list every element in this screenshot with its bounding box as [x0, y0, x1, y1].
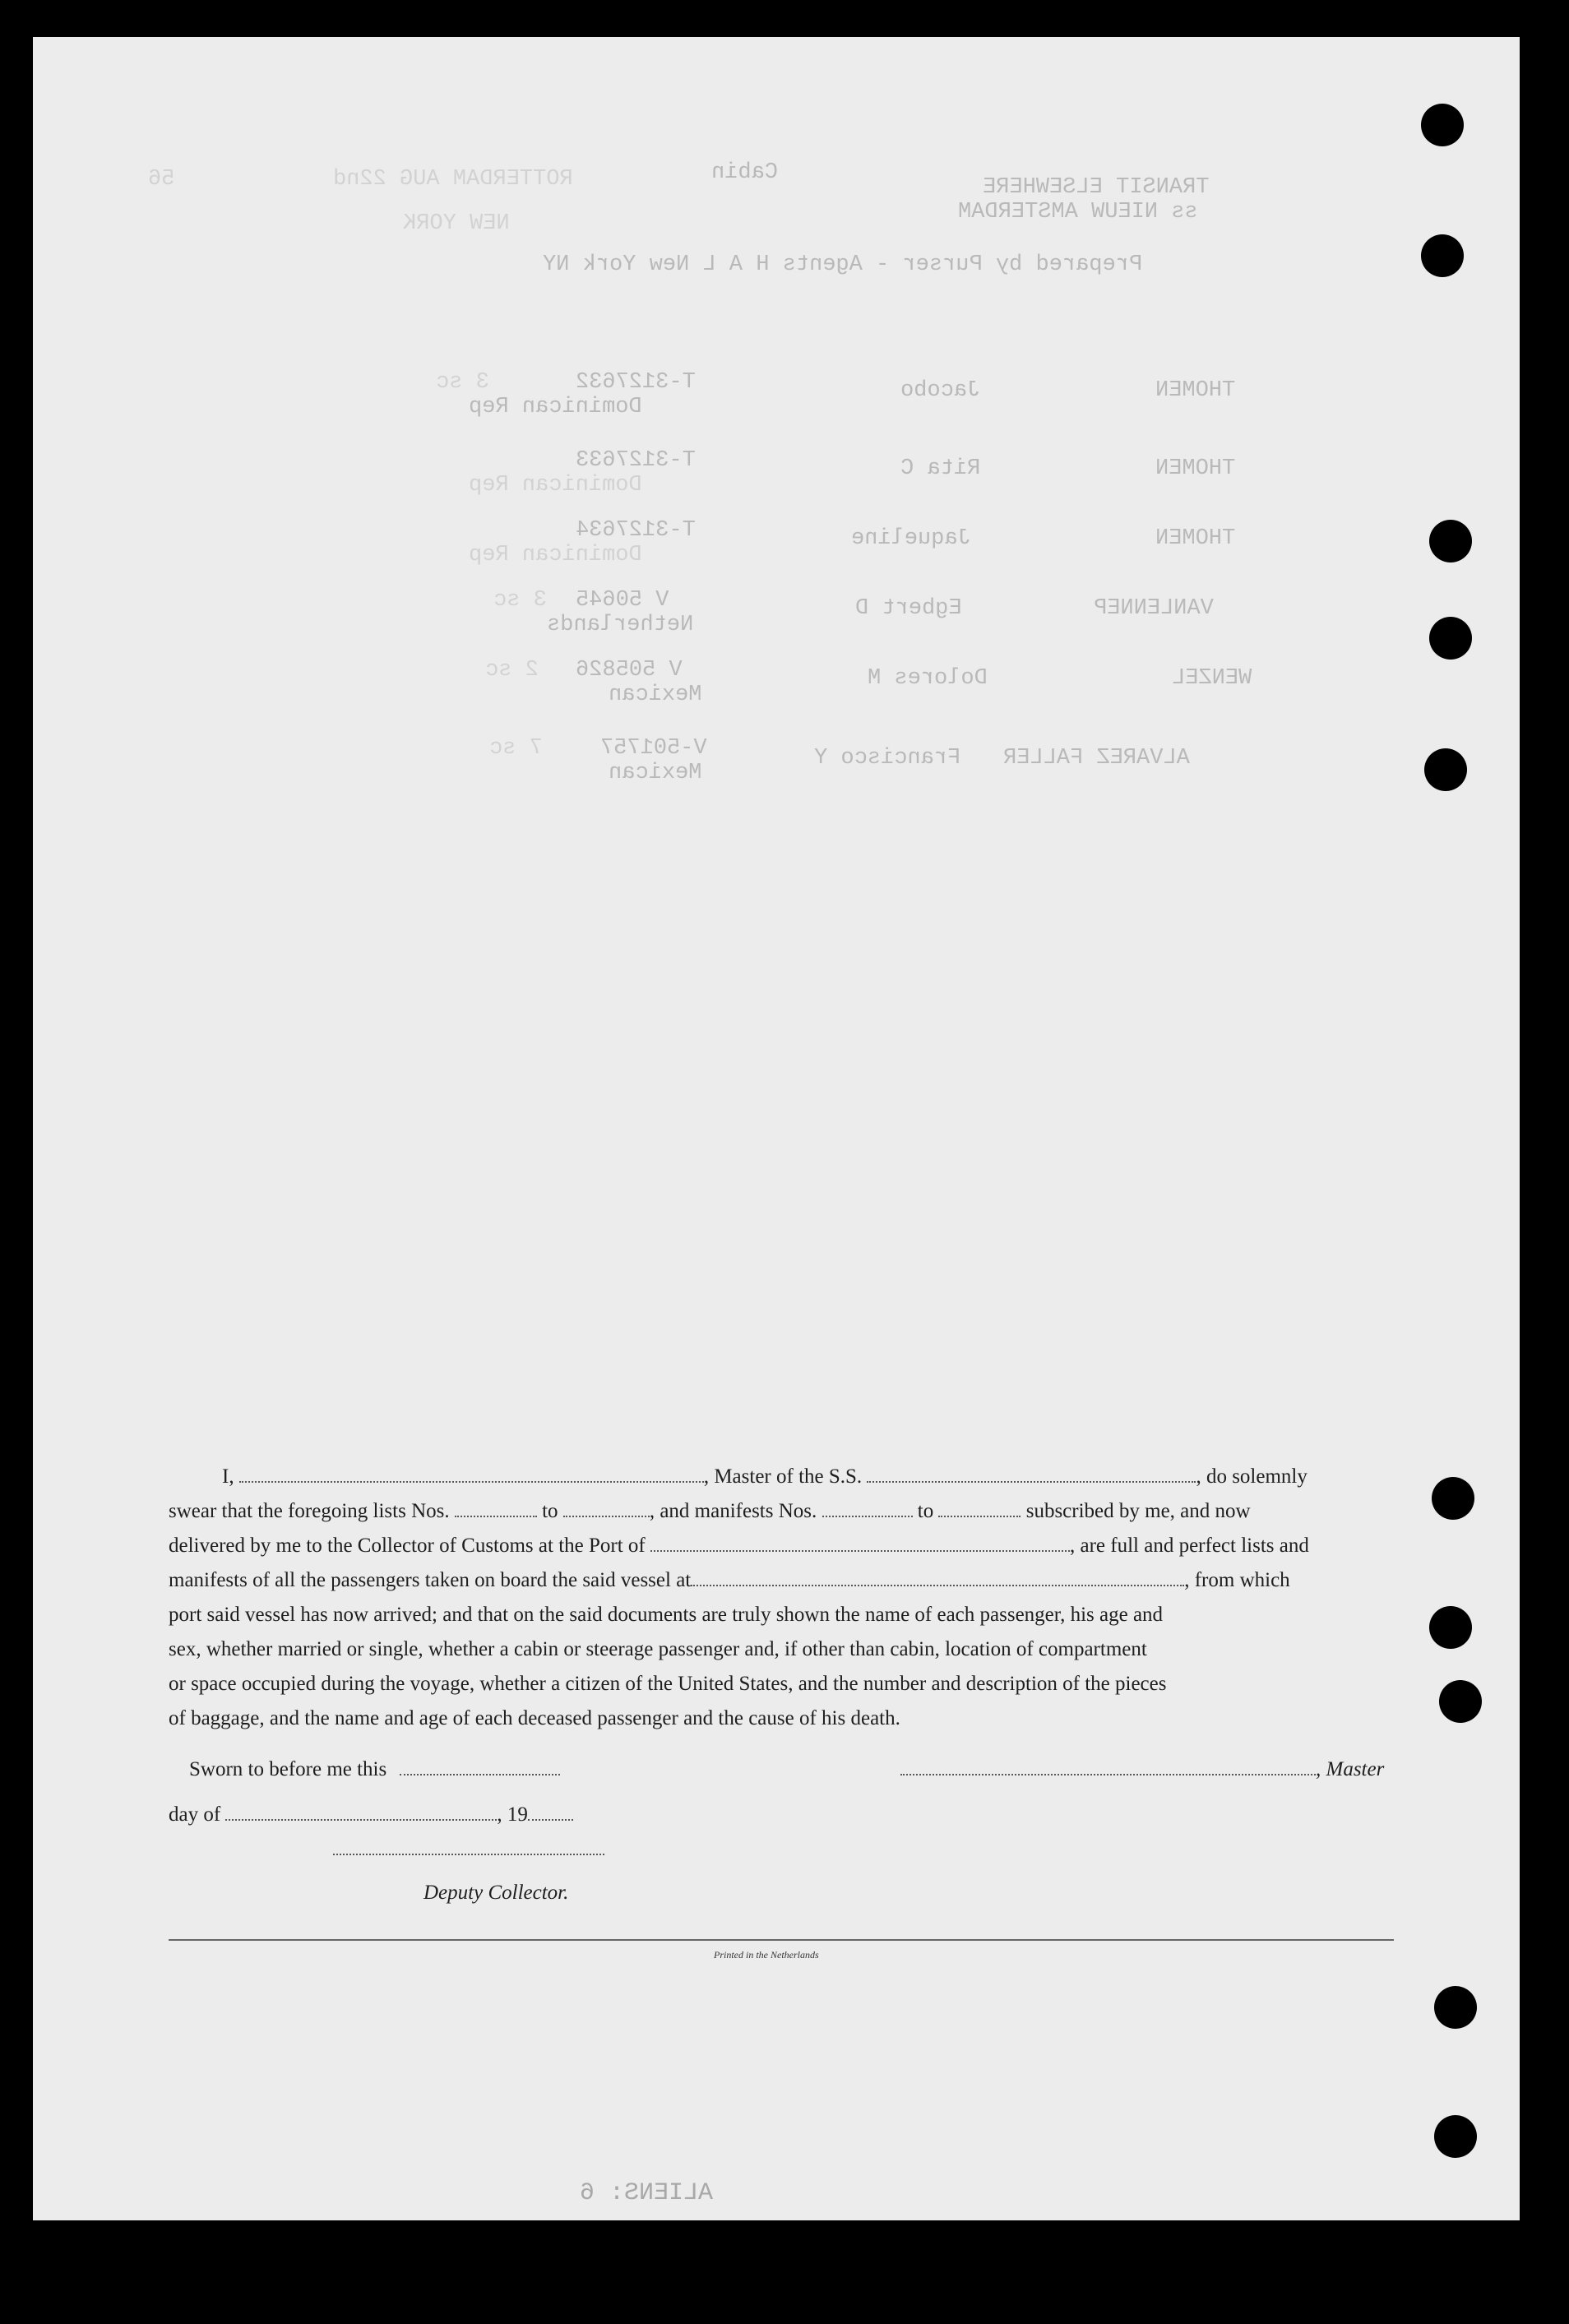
- bleed-row-6-nat: Mexican: [609, 761, 702, 785]
- bleed-row-3-nat: Dominican Rep: [469, 543, 642, 567]
- oath-line-5: port said vessel has now arrived; and that on the said documents are truly shown the name of each passenger, his age and: [169, 1604, 1164, 1626]
- bleed-row-1-surname: THOMEN: [1155, 378, 1236, 403]
- oath-do-solemnly: , do solemnly: [1196, 1465, 1308, 1488]
- document-sheet: [33, 37, 1520, 2220]
- punch-hole-10: [1434, 2115, 1477, 2158]
- bleed-header-line1: TRANSIT ELSEWHERE: [983, 175, 1210, 200]
- master-label: , Master: [1316, 1758, 1385, 1780]
- bleed-row-2-doc: T-3127633: [576, 448, 696, 473]
- departure-port-blank[interactable]: [691, 1584, 1184, 1586]
- deputy-signature-blank[interactable]: [333, 1853, 604, 1855]
- footer-rule: [169, 1939, 1394, 1941]
- lists-from-blank[interactable]: [455, 1515, 537, 1517]
- oath-manifests: , and manifests Nos.: [649, 1500, 817, 1522]
- oath-to-1: to: [542, 1500, 558, 1522]
- bleed-row-5-given: Dolores M: [868, 666, 988, 691]
- bleed-row-1-nat: Dominican Rep: [469, 395, 642, 419]
- punch-hole-7: [1429, 1606, 1472, 1649]
- punch-hole-5: [1424, 748, 1467, 791]
- bleed-row-6-extra: 7 sc: [489, 736, 543, 761]
- printed-in-netherlands: Printed in the Netherlands: [714, 1949, 819, 1961]
- bleed-row-6-surname: ALVAREZ FALLER: [1003, 746, 1190, 771]
- oath-line-4: [169, 1563, 1429, 1598]
- bleed-row-1-given: Jacobo: [900, 378, 981, 403]
- bleed-header-line2: ss NIEUW AMSTERDAM: [958, 200, 1198, 225]
- oath-line-1: [169, 1460, 1429, 1494]
- sworn-date-blank[interactable]: [400, 1773, 560, 1775]
- punch-hole-4: [1429, 617, 1472, 660]
- oath-line-7: or space occupied during the voyage, whether a citizen of the United States, and the number and description of the pieces: [169, 1673, 1167, 1695]
- bleed-class-label: Cabin: [711, 160, 779, 185]
- bleed-row-5-surname: WENZEL: [1172, 666, 1252, 691]
- bleed-header-line3: Prepared by Purser - Agents H A L New York NY: [543, 252, 1143, 277]
- bleed-row-6-given: Francisco Y: [814, 746, 961, 771]
- master-oath-paragraph: [169, 1460, 1429, 1736]
- oath-from-which: , from which: [1184, 1569, 1290, 1591]
- bleed-row-5-extra: 2 sc: [485, 658, 539, 683]
- year-prefix: , 19: [497, 1803, 528, 1826]
- punch-hole-1: [1421, 104, 1464, 146]
- bleed-row-2-nat: Dominican Rep: [469, 473, 642, 498]
- bleed-footer-stamp: ALIENS: 6: [580, 2179, 714, 2207]
- oath-full-perfect: , are full and perfect lists and: [1070, 1535, 1309, 1557]
- oath-master-of-ss: , Master of the S.S.: [703, 1465, 863, 1488]
- bleed-port-line2: NEW YORK: [403, 211, 510, 236]
- bleed-row-3-surname: THOMEN: [1155, 526, 1236, 551]
- oath-to-2: to: [917, 1500, 934, 1522]
- bleed-row-1-extra: 3 sc: [436, 370, 489, 395]
- bleed-row-2-given: Rita C: [900, 456, 981, 481]
- oath-delivered: delivered by me to the Collector of Customs at the Port of: [169, 1535, 646, 1557]
- lists-to-blank[interactable]: [563, 1515, 650, 1517]
- oath-swear-lists: swear that the foregoing lists Nos.: [169, 1500, 450, 1522]
- punch-hole-3: [1429, 520, 1472, 562]
- deputy-collector-label: Deputy Collector.: [423, 1882, 569, 1904]
- ship-name-blank[interactable]: [867, 1480, 1196, 1483]
- bleed-row-4-surname: VANLENNEP: [1094, 596, 1214, 621]
- master-name-blank[interactable]: [239, 1480, 704, 1483]
- oath-manifests-all: manifests of all the passengers taken on board the said vessel at: [169, 1569, 692, 1591]
- bleed-row-6-doc: V-501757: [600, 736, 707, 761]
- punch-hole-6: [1432, 1477, 1474, 1520]
- bleed-row-4-nat: Netherlands: [547, 613, 694, 637]
- bleed-row-4-extra: 3 sc: [493, 588, 547, 613]
- bleed-year: 56: [148, 167, 175, 192]
- master-signature-line: [900, 1758, 1384, 1781]
- punch-hole-2: [1421, 234, 1464, 277]
- sworn-label: Sworn to before me this: [189, 1758, 387, 1780]
- day-of-line: [169, 1803, 573, 1826]
- bleed-row-4-given: Egbert D: [855, 596, 962, 621]
- sworn-line: [189, 1758, 560, 1781]
- bleed-row-1-doc: T-3127632: [576, 370, 696, 395]
- punch-hole-8: [1439, 1680, 1482, 1723]
- bleed-row-3-given: Jaqueline: [851, 526, 971, 551]
- bleed-row-3-doc: T-3127634: [576, 518, 696, 543]
- deputy-signature-blank-line: [333, 1838, 604, 1861]
- year-blank[interactable]: [528, 1818, 573, 1821]
- manifests-from-blank[interactable]: [822, 1515, 913, 1517]
- oath-subscribed: subscribed by me, and now: [1025, 1500, 1251, 1522]
- oath-line-6: sex, whether married or single, whether a cabin or steerage passenger and, if other than cabin, location of compartment: [169, 1638, 1147, 1660]
- bleed-row-2-surname: THOMEN: [1155, 456, 1236, 481]
- master-signature-blank[interactable]: [900, 1773, 1316, 1775]
- punch-hole-9: [1434, 1986, 1477, 2029]
- bleed-row-5-nat: Mexican: [609, 683, 702, 707]
- oath-line-2: [169, 1494, 1429, 1529]
- bleed-row-4-doc: V 50645: [576, 588, 669, 613]
- oath-line-3: [169, 1529, 1429, 1563]
- manifests-to-blank[interactable]: [938, 1515, 1021, 1517]
- day-of-blank[interactable]: [225, 1818, 497, 1821]
- oath-line-8: of baggage, and the name and age of each deceased passenger and the cause of his death.: [169, 1707, 900, 1729]
- oath-i: I,: [222, 1465, 234, 1488]
- port-blank[interactable]: [650, 1549, 1070, 1552]
- bleed-port-line1: ROTTERDAM AUG 22nd: [333, 167, 573, 192]
- day-of-label: day of: [169, 1803, 221, 1826]
- bleed-row-5-doc: V 505826: [576, 658, 683, 683]
